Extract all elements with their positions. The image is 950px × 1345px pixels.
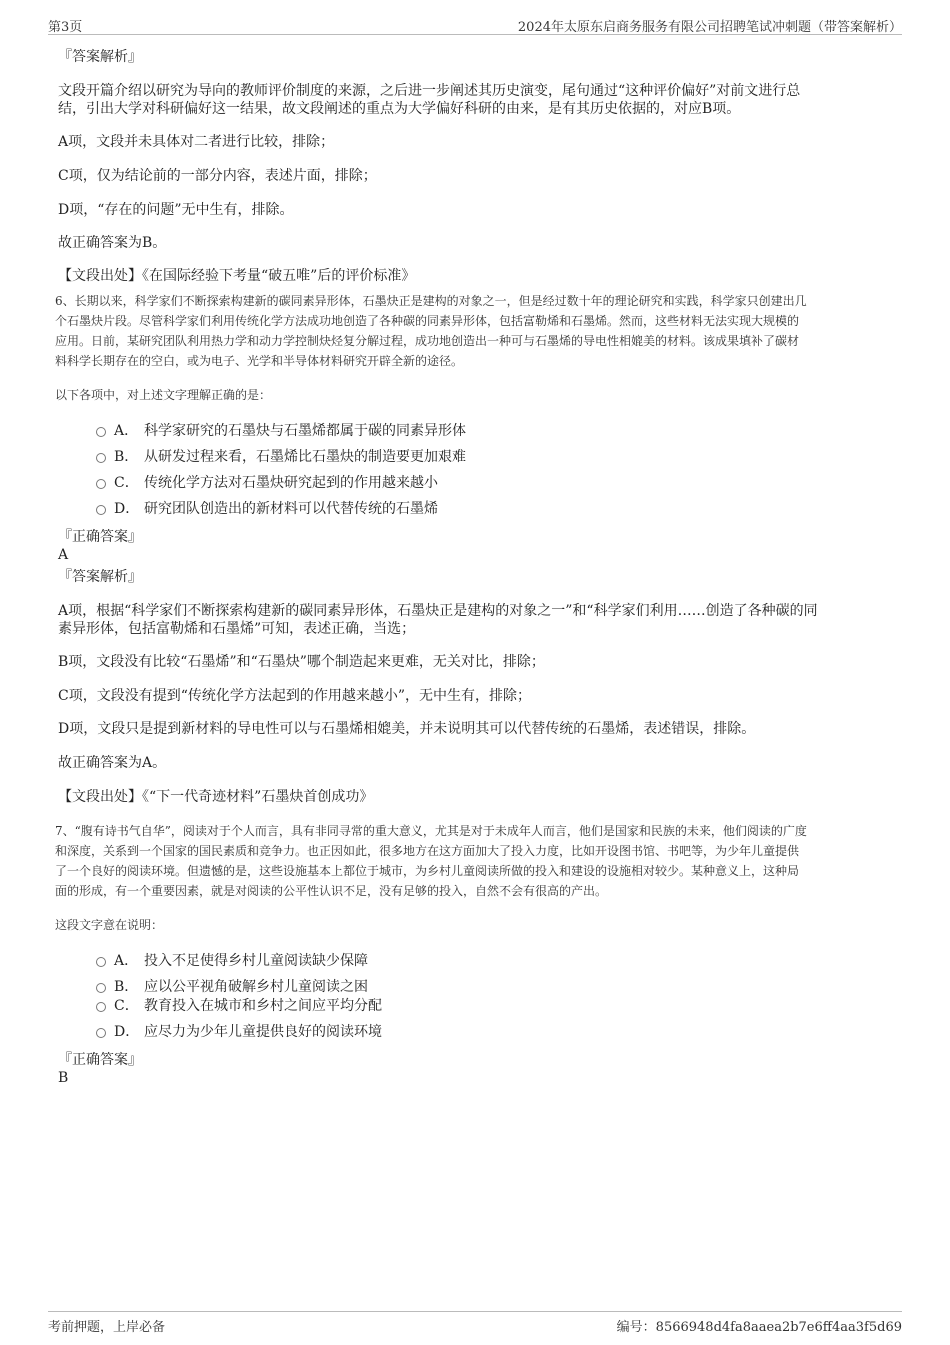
option-b[interactable]: B． 应以公平视角破解乡村儿童阅读之困 (96, 978, 368, 996)
radio-button-icon[interactable] (96, 1028, 106, 1038)
answer-conclusion: 故正确答案为B。 (58, 235, 167, 251)
option-d[interactable]: D． 应尽力为少年儿童提供良好的阅读环境 (96, 1023, 382, 1041)
question-stem-line: 个石墨炔片段。尽管科学家们利用传统化学方法成功地创造了各种碳的同素异形体，包括富勒烯和石墨烯。然而，这些材料无法实现大规模的 (55, 314, 800, 328)
option-a[interactable]: A． 投入不足使得乡村儿童阅读缺少保障 (96, 952, 368, 970)
radio-button-icon[interactable] (96, 453, 106, 463)
radio-button-icon[interactable] (96, 957, 106, 967)
analysis-label: 『答案解析』 (58, 569, 142, 585)
correct-answer-value: B (58, 1070, 69, 1086)
analysis-option-c: C项，仅为结论前的一部分内容，表述片面，排除； (58, 168, 377, 184)
source-citation: 【文段出处】《在国际经验下考量“破五唯”后的评价标准》 (58, 268, 416, 284)
radio-button-icon[interactable] (96, 479, 106, 489)
question-stem-line: 7、“腹有诗书气自华”，阅读对于个人而言，具有非同寻常的重大意义，尤其是对于未成年人而言，他们是国家和民族的未来，他们阅读的广度 (55, 824, 807, 838)
page-number: 第3页 (48, 20, 83, 35)
option-a[interactable]: A． 科学家研究的石墨炔与石墨烯都属于碳的同素异形体 (96, 422, 466, 440)
answer-conclusion: 故正确答案为A。 (58, 755, 167, 771)
analysis-paragraph-line: 文段开篇介绍以研究为导向的教师评价制度的来源，之后进一步阐述其历史演变，尾句通过“这种评价偏好”对前文进行总 (58, 83, 801, 99)
correct-answer-label: 『正确答案』 (58, 1052, 142, 1068)
option-b[interactable]: B． 从研发过程来看，石墨烯比石墨炔的制造要更加艰难 (96, 448, 466, 466)
radio-button-icon[interactable] (96, 427, 106, 437)
question-stem-line: 了一个良好的阅读环境。但遗憾的是，这些设施基本上都位于城市，为乡村儿童阅读所做的投入和建设的设施相对较少。某种意义上，这种局 (55, 864, 800, 878)
analysis-option-a-line: 素异形体，包括富勒烯和石墨烯”可知，表述正确，当选； (58, 621, 416, 637)
option-c[interactable]: C． 教育投入在城市和乡村之间应平均分配 (96, 997, 382, 1015)
analysis-option-c: C项，文段没有提到“传统化学方法起到的作用越来越小”，无中生有，排除； (58, 688, 532, 704)
radio-button-icon[interactable] (96, 983, 106, 993)
correct-answer-label: 『正确答案』 (58, 529, 142, 545)
analysis-option-d: D项，“存在的问题”无中生有，排除。 (58, 202, 294, 218)
question-prompt: 这段文字意在说明： (55, 918, 164, 932)
analysis-paragraph-line: 结，引出大学对科研偏好这一结果，故文段阐述的重点为大学偏好科研的由来，是有其历史依据的，对应B项。 (58, 101, 741, 117)
analysis-option-a: A项，文段并未具体对二者进行比较，排除； (58, 134, 335, 150)
radio-button-icon[interactable] (96, 505, 106, 515)
question-stem-line: 6、长期以来，科学家们不断探索构建新的碳同素异形体，石墨炔正是建构的对象之一，但是经过数十年的理论研究和实践，科学家只创建出几 (55, 294, 807, 308)
document-serial: 编号：8566948d4fa8aaea2b7e6ff4aa3f5d69 (616, 1320, 902, 1335)
analysis-label: 『答案解析』 (58, 49, 142, 65)
analysis-option-d: D项，文段只是提到新材料的导电性可以与石墨烯相媲美，并未说明其可以代替传统的石墨烯，表述错误，排除。 (58, 721, 756, 737)
page-footer (48, 1311, 902, 1334)
document-title: 2024年太原东启商务服务有限公司招聘笔试冲刺题（带答案解析） (517, 20, 902, 35)
radio-button-icon[interactable] (96, 1002, 106, 1012)
source-citation: 【文段出处】《“下一代奇迹材料”石墨炔首创成功》 (58, 789, 374, 805)
question-stem-line: 料科学长期存在的空白，或为电子、光学和半导体材料研究开辟全新的途径。 (55, 354, 464, 368)
question-stem-line: 应用。日前，某研究团队利用热力学和动力学控制炔烃复分解过程，成功地创造出一种可与石墨烯的导电性相媲美的材料。该成果填补了碳材 (55, 334, 800, 348)
page-header (48, 14, 902, 35)
option-d[interactable]: D． 研究团队创造出的新材料可以代替传统的石墨烯 (96, 500, 438, 518)
footer-slogan: 考前押题，上岸必备 (48, 1320, 166, 1335)
analysis-option-b: B项，文段没有比较“石墨烯”和“石墨炔”哪个制造起来更难，无关对比，排除； (58, 654, 545, 670)
question-prompt: 以下各项中，对上述文字理解正确的是： (55, 388, 272, 402)
option-c[interactable]: C． 传统化学方法对石墨炔研究起到的作用越来越小 (96, 474, 438, 492)
question-stem-line: 面的形成，有一个重要因素，就是对阅读的公平性认识不足，没有足够的投入，自然不会有很高的产出。 (55, 884, 608, 898)
correct-answer-value: A (58, 547, 69, 563)
question-stem-line: 和深度，关系到一个国家的国民素质和竞争力。也正因如此，很多地方在这方面加大了投入力度，比如开设图书馆、书吧等，为少年儿童提供 (55, 844, 800, 858)
analysis-option-a-line: A项，根据“科学家们不断探索构建新的碳同素异形体，石墨炔正是建构的对象之一”和“科学家们利用……创造了各种碳的同 (58, 603, 818, 619)
